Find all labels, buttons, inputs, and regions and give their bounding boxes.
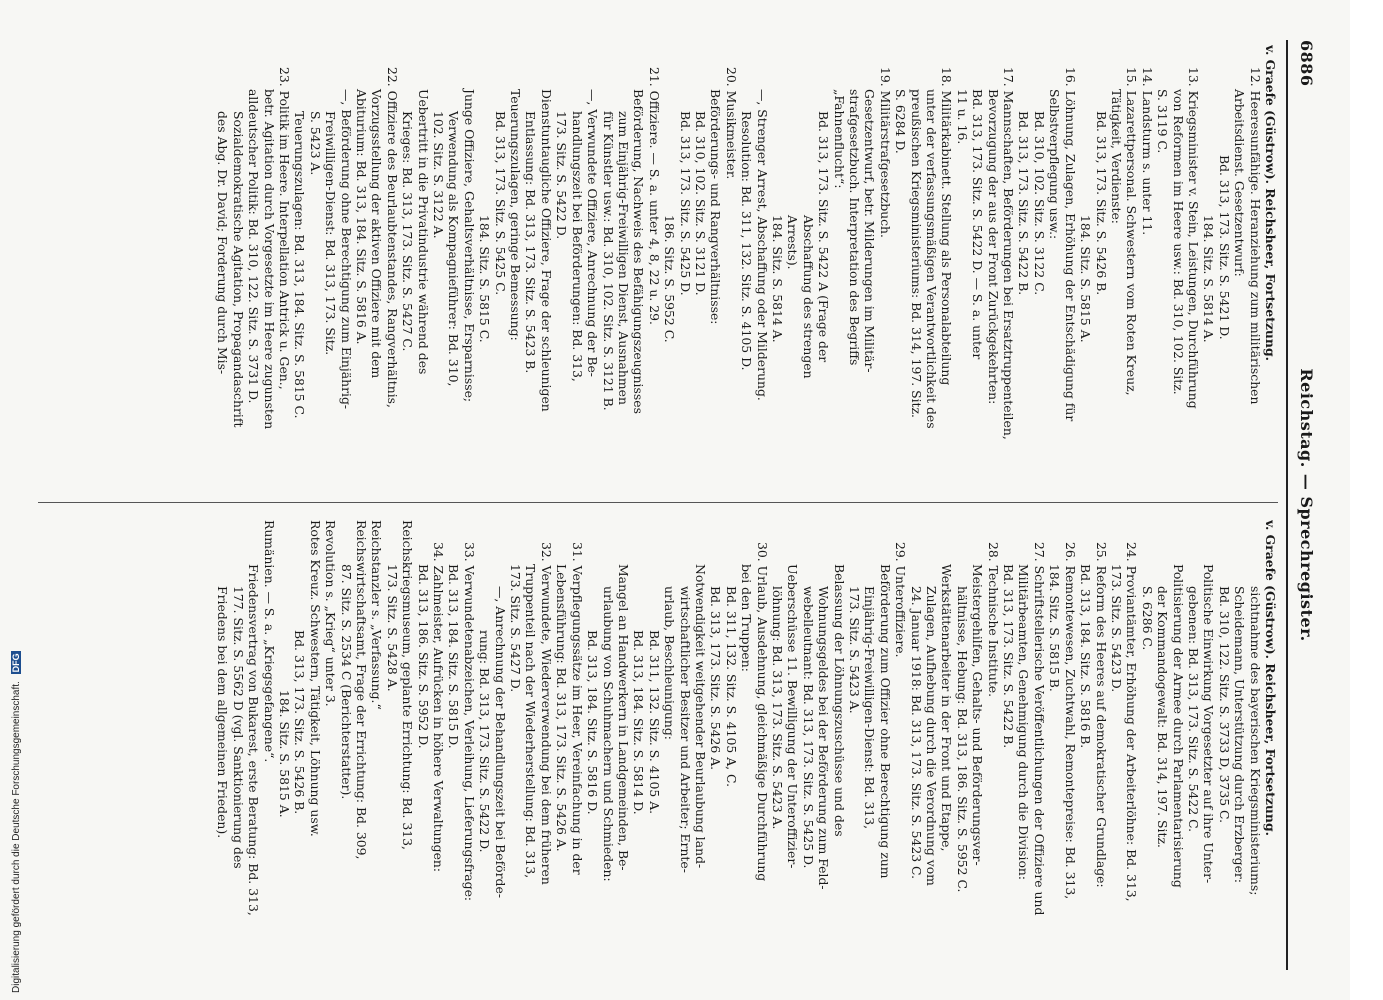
index-line: 26. Remontewesen, Zuchtwahl, Remontepreise: Bd. 313, <box>1062 542 1078 900</box>
index-line: 21. Offiziere. — S. a. unter 4, 8, 22 u. 29. <box>646 67 662 325</box>
index-line: Selbstverpflegung usw.: <box>1047 89 1063 240</box>
index-line: zum Einjährig-Freiwilligen Dienst, Ausnahmen <box>615 111 631 405</box>
index-line: 28. Technische Institute. <box>985 542 1001 698</box>
index-line: von Reformen im Heere usw.: Bd. 310, 102. Sitz. <box>1170 89 1186 395</box>
index-line: 102. Sitz. S. 3122 A. <box>431 111 447 239</box>
index-line: 12. Heeresunfähige. Heranziehung zum militärischen <box>1247 67 1263 405</box>
index-line: 173. Sitz. S. 5422 D. <box>554 111 570 240</box>
index-line: 34. Zahlmeister, Aufrücken in höhere Verwaltungen: <box>431 542 447 873</box>
index-line: Militärbeamten, Genehmigung durch die Division: <box>1016 564 1032 881</box>
index-line: 13. Kriegsminister v. Stein, Leistungen, Durchführung <box>1185 67 1201 409</box>
index-line: rung: Bd. 313, 173. Sitz. S. 5422 D. <box>477 630 493 853</box>
index-line: Verwendung als Kompagnieführer: Bd. 310, <box>446 111 462 387</box>
index-line: Beförderungs- und Rangverhältnisse: <box>708 89 724 325</box>
index-line: Rotes Kreuz. Schwestern, Tätigkeit, Löhnung usw. <box>307 520 323 837</box>
index-line: des Abg. Dr. David; Forderung durch Mis- <box>215 111 231 375</box>
page-header <box>1290 40 1320 970</box>
index-line: 186. Sitz. S. 5952 C. <box>662 215 678 343</box>
index-line: 31. Verpflegungssätze im Heer, Vereinfachung in der <box>569 542 585 875</box>
index-line: Bd. 313, 186. Sitz. S. 5952 D. <box>415 564 431 749</box>
index-line: Werkstättenarbeiter in der Front und Etappe, <box>939 564 955 852</box>
index-line: Abschaffung des strengen <box>800 215 816 379</box>
index-line: Sozialdemokratische Agitation, Propagandaschrift <box>230 111 246 428</box>
index-line: 25. Reform des Heeres auf demokratischer Grundlage: <box>1093 542 1109 888</box>
index-line: Bd. 313, 173. Sitz. S. 5422 A (Frage der <box>816 111 832 363</box>
index-line: 20. Musikmeister. <box>723 67 739 180</box>
index-line: Bd. 313, 173. Sitz. S. 5422 B. <box>1016 111 1032 296</box>
footer-strip <box>0 0 20 1000</box>
index-line: Freiwilligen-Dienst: Bd. 313, 173. Sitz. <box>323 111 339 356</box>
index-line: Mangel an Handwerkern in Landgemeinden, Be- <box>615 564 631 871</box>
index-line: S. 6284 D. <box>893 89 909 154</box>
index-line: Revolution s. „Krieg“ unter 3. <box>323 520 339 707</box>
index-line: Resolution: Bd. 311, 132. Sitz. S. 4105 D. <box>739 111 755 371</box>
index-line: Truppenteil nach der Wiederherstellung: Bd. 313, <box>523 564 539 879</box>
index-line: —, Strenger Arrest, Abschaffung oder Milderung. <box>754 89 770 401</box>
index-line: Bd. 310, 122. Sitz. S. 3733 D, 3735 C. <box>1216 586 1232 824</box>
index-line: Bd. 310, 102. Sitz. S. 3122 C. <box>1031 111 1047 296</box>
left-column <box>28 45 1278 485</box>
index-line: löhnung: Bd. 313, 173. Sitz. S. 5423 A. <box>770 586 785 830</box>
index-line: 173. Sitz. S. 5427 D. <box>508 564 524 693</box>
index-line: 184. Sitz. S. 5815 A. <box>1078 215 1094 343</box>
index-line: Bevorzugung der aus der Front Zurückgekehrten: <box>985 89 1001 405</box>
index-line: alldeutscher Politik: Bd. 310, 122. Sitz. S. 3731 D. <box>246 89 262 404</box>
index-line: Vorzugsstellung der aktiven Offiziere mit dem <box>369 89 385 379</box>
index-line: 18. Militärkabinett. Stellung als Personalabteilung <box>939 67 955 386</box>
index-line: hältnisse, Hebung: Bd. 313, 186. Sitz. S. 5952 C. <box>954 586 970 893</box>
index-line: Gesetzentwurf, betr. Milderungen im Militär- <box>862 89 878 373</box>
index-line: Bd. 313, 184. Sitz. S. 5816 D. <box>585 630 601 815</box>
index-line: Bd. 313, 173. Sitz. S. 5426 B. <box>1093 111 1109 296</box>
index-line: 87. Sitz. S. 2534 C (Berichterstatter). <box>338 564 354 800</box>
index-line: Bd. 311, 132. Sitz. S. 4105 A, C. <box>723 586 739 788</box>
index-line: 184. Sitz. S. 5815 B. <box>1047 564 1063 692</box>
index-line: Bd. 313, 173. Sitz. S. 5425 D. <box>677 111 693 296</box>
index-line: betr. Agitation durch Vorgesetzte im Heere zugunsten <box>261 89 277 430</box>
index-line: Bd. 313, 173. Sitz. S. 5422 D. — S. a. unter <box>970 89 986 360</box>
index-line: Bd. 310, 102. Sitz. S. 3121 D. <box>692 111 708 296</box>
index-line: „Fahnenflucht“: <box>831 89 847 189</box>
index-line: Bd. 313, 184. Sitz. S. 5815 D. <box>446 564 462 749</box>
page-number: 6886 <box>1297 40 1316 87</box>
footer-credit: Digitalisierung gefördert durch die Deutsche Forschungsgemeinschaft. DFG <box>11 653 22 993</box>
index-line: —, Verwundete Offiziere, Anrechnung der Be- <box>585 89 601 377</box>
index-line: 11 u. 16. <box>954 89 970 145</box>
index-line: Bd. 313, 173. Sitz. S. 5426 B. <box>292 630 308 815</box>
running-head: v. Graefe (Güstrow). Reichsheer, Fortsetzung. <box>1263 45 1278 361</box>
index-line: für Künstler usw.: Bd. 310, 102. Sitz. S. 3121 B. <box>600 111 616 411</box>
index-line: 33. Verwundetenabzeichen, Verleihung, Lieferungsfrage: <box>461 542 477 902</box>
index-line: gebenen: Bd. 313, 173. Sitz. S. 5422 C. <box>1185 586 1201 833</box>
index-line: 173. Sitz. S. 5423 D. <box>1108 564 1124 693</box>
index-line: Einjährig-Freiwilligen-Dienst: Bd. 313, <box>862 586 878 830</box>
index-line: Friedensvertrag von Bukarest, erste Beratung: Bd. 313, <box>246 564 262 916</box>
index-line: 24. Proviantämter, Erhöhung der Arbeiterlöhne: Bd. 313, <box>1124 542 1140 902</box>
index-line: 29. Unteroffiziere. <box>893 542 909 658</box>
running-head: v. Graefe (Güstrow). Reichsheer, Fortsetzung. <box>1263 520 1278 836</box>
index-line: Meistergehilfen, Gehalts- und Beförderungsver- <box>970 564 986 866</box>
index-line: Uebertritt in die Privatindustrie während des <box>415 89 431 375</box>
index-line: 17. Mannschaften, Beförderungen bei Ersatztruppenteilen, <box>1001 67 1017 440</box>
index-line: —, Beförderung ohne Berechtigung zum Einjährig- <box>338 89 354 410</box>
index-line: 184. Sitz. S. 5815 C. <box>477 215 493 343</box>
index-line: bei den Truppen: <box>739 564 755 672</box>
index-line: 184. Sitz. S. 5814 A. <box>770 215 785 343</box>
index-line: Friedens bei dem allgemeinen Frieden). <box>215 586 231 839</box>
index-line: Rumänien. — S. a. „Kriegsgefangene“. <box>261 520 277 763</box>
index-line: urlaubung von Schuhmachern und Schmieden: <box>600 586 616 882</box>
index-line: 30. Urlaub, Ausdehnung, gleichmäßige Durchführung <box>754 542 770 882</box>
right-column <box>28 520 1278 960</box>
column-divider <box>38 502 1278 503</box>
index-line: Arbeitsdienst. Gesetzentwurf: <box>1232 89 1248 277</box>
index-line: Notwendigkeit weitgehender Beurlaubung land- <box>692 564 708 869</box>
index-line: 23. Politik im Heere. Interpellation Antrick u. Gen., <box>277 67 292 390</box>
index-line: 16. Löhnung, Zulagen, Erhöhung der Entschädigung für <box>1062 67 1078 422</box>
index-line: handlungszeit bei Beförderungen: Bd. 313, <box>569 111 585 382</box>
index-line: 32. Verwundete, Wiederverwendung bei dem früheren <box>538 542 554 885</box>
index-line: Zulagen, Aufhebung durch die Verordnung vom <box>924 586 940 886</box>
index-line: 173. Sitz. S. 5428 A. <box>384 564 400 692</box>
index-line: Reichstanzler s. „Verfassung.“ <box>369 520 385 710</box>
index-line: Beförderung zum Offizier ohne Berechtigung zum <box>877 564 893 879</box>
index-line: 173. Sitz. S. 5423 A. <box>847 586 863 714</box>
index-line: 184. Sitz. S. 5815 A. <box>277 690 292 818</box>
dfg-logo: DFG <box>11 653 21 673</box>
index-line: urlaub, Beschleunigung: <box>662 586 678 740</box>
page-title: Reichstag. — Sprechregister. <box>1297 368 1316 642</box>
index-line: der Kommandogewalt: Bd. 314, 197. Sitz. <box>1155 586 1171 848</box>
index-line: 184. Sitz. S. 5814 A. <box>1201 215 1217 343</box>
index-line: Lebensführung: Bd. 313, 173. Sitz. S. 5426 A. <box>554 564 570 852</box>
header-rule <box>1286 40 1288 970</box>
index-line: Bd. 313, 184. Sitz. S. 5814 D. <box>631 630 647 815</box>
index-line: 19. Militärstrafgesetzbuch. <box>877 67 893 238</box>
index-line: 22. Offiziere des Beurlaubtenstandes, Rangverhältnis, <box>384 67 400 408</box>
index-line: sichtnahme des bayerischen Kriegsministeriums; <box>1247 586 1263 896</box>
index-line: —, Anrechnung der Behandlungszeit bei Beförde- <box>492 586 508 899</box>
index-line: Ueberschüsse 11. Bewilligung der Unteroffizier- <box>785 564 801 869</box>
index-line: S. 6286 C. <box>1139 586 1155 651</box>
index-line: Wohnungsgeldes bei der Beförderung zum Feld- <box>816 586 832 890</box>
index-line: Junge Offiziere, Gehaltsverhältnisse, Ersparnisse; <box>461 89 477 403</box>
footer-credit-text: Digitalisierung gefördert durch die Deutsche Forschungsgemeinschaft <box>11 683 22 993</box>
index-line: Abiturium: Bd. 313, 184. Sitz. S. 5816 A. <box>354 89 370 345</box>
index-line: Arrests). <box>785 215 801 270</box>
index-line: Politisierung der Armee durch Parlamentarisierung <box>1170 564 1186 888</box>
index-line: Bd. 313, 173. Sitz. S. 5426 A. <box>708 586 724 771</box>
index-line: 24. Januar 1918: Bd. 313, 173. Sitz. S. 5423 C. <box>908 586 924 880</box>
index-line: Bd. 313, 173. Sitz. S. 5422 B. <box>1001 564 1017 749</box>
index-line: Entlassung: Bd. 313, 173. Sitz. S. 5423 B. <box>523 111 539 374</box>
index-line: S. 5423 A. <box>307 111 323 176</box>
index-line: Bd. 313, 173. Sitz. S. 5421 D. <box>1216 155 1232 340</box>
index-line: Dienstuntaugliche Offiziere, Frage der schleunigen <box>538 89 554 412</box>
index-line: Teuerungszulagen: Bd. 313, 184. Sitz. S. 5815 C. <box>292 111 308 419</box>
index-line: Belassung der Löhnungszuschüsse und des <box>831 564 847 837</box>
index-line: unter der verfassungsmäßigen Verantwortlichkeit des <box>924 89 940 429</box>
index-line: S. 3119 C. <box>1155 89 1171 154</box>
index-line: webelleutnant: Bd. 313, 173. Sitz. S. 5425 D. <box>800 586 816 869</box>
index-line: Teuerungszulagen, geringe Bemessung: <box>508 89 524 341</box>
index-line: 14. Landsturm s. unter 11. <box>1139 67 1155 236</box>
index-line: preußischen Kriegsministeriums: Bd. 314, 197. Sitz. <box>908 89 924 418</box>
index-line: Krieges: Bd. 313, 173. Sitz. S. 5427 C. <box>400 111 416 352</box>
index-line: strafgesetzbuch. Interpretation des Begriffs <box>847 89 863 366</box>
index-line: 27. Schriftstellerische Veröffentlichungen der Offiziere und <box>1031 542 1047 916</box>
index-line: 15. Lazarettpersonal. Schwestern vom Roten Kreuz, <box>1124 67 1140 396</box>
index-line: Bd. 311, 132. Sitz. S. 4105 A. <box>646 630 662 815</box>
index-line: Beförderung, Nachweis des Befähigungszeugnisses <box>631 89 647 414</box>
index-line: Bd. 313, 173. Sitz. S. 5425 C. <box>492 111 508 296</box>
index-line: Reichswirtschaftsamt, Frage der Errichtung: Bd. 309, <box>354 520 370 860</box>
index-line: Reichskriegsmuseum, geplante Errichtung: Bd. 313, <box>400 520 416 850</box>
index-line: wirtschaftlicher Besitzer und Arbeiter; Ernte- <box>677 586 693 873</box>
index-line: Bd. 313, 184. Sitz. S. 5816 B. <box>1078 564 1094 749</box>
index-line: Tätigkeit, Verdienste: <box>1108 89 1124 224</box>
index-line: Politische Einwirkung Vorgesetzter auf ihre Unter- <box>1201 564 1217 884</box>
index-line: Scheidemann, Unterstützung durch Erzberger: <box>1232 586 1248 883</box>
index-line: 177. Sitz. S. 5562 D (vgl. Sanktionierung des <box>230 586 246 869</box>
